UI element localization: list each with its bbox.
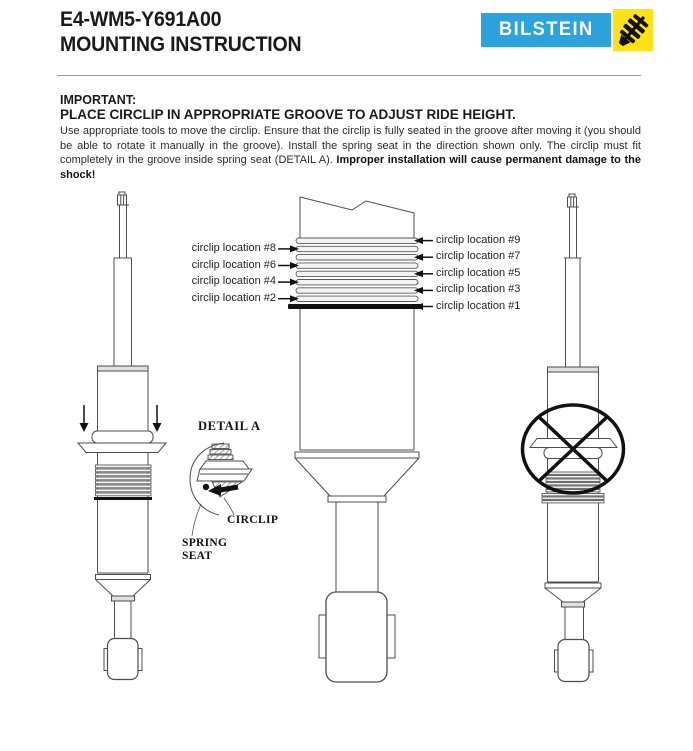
notice-body-warning: Improper installation will cause permanent damage to the shock! — [60, 154, 642, 181]
circlip-location-label-6: circlip location #6 — [191, 258, 276, 271]
notice-body-text: Use appropriate tools to move the circlip. Ensure that the circlip is fully seated in the groove after moving it (you should be able to rotate it manually in the groove). Install the spring seat in the direction shown only. The circlip must fit completely in the groove inside spring seat (DETAIL A). — [60, 125, 641, 167]
circlip-location-label-8: circlip location #8 — [191, 242, 276, 254]
circlip-location-label-3: circlip location #3 — [436, 283, 521, 295]
brand-wordmark: BILSTEIN — [498, 19, 594, 40]
incorrect-installation-diagram — [523, 194, 624, 682]
spring-seat-callout: SPRING SEAT — [182, 537, 228, 562]
part-number: E4-WM5-Y691A00 — [60, 8, 222, 31]
circlip-cross-section — [203, 484, 209, 490]
spring-seat-correct — [92, 431, 153, 443]
important-label: IMPORTANT: — [60, 93, 137, 107]
page-title: MOUNTING INSTRUCTION — [60, 33, 302, 56]
circlip-location-label-1: circlip location #1 — [436, 299, 521, 312]
circlip-callout: CIRCLIP — [227, 514, 279, 526]
circlip-location-label-5: circlip location #5 — [436, 267, 521, 279]
circlip-location-label-4: circlip location #4 — [191, 275, 276, 287]
circlip-location-label-2: circlip location #2 — [191, 292, 276, 304]
strut-groove-diagram — [288, 197, 421, 682]
correct-installation-diagram — [78, 192, 166, 680]
installed-circlip — [288, 304, 421, 309]
notice-headline: PLACE CIRCLIP IN APPROPRIATE GROOVE TO ADJUST RIDE HEIGHT. — [60, 107, 516, 122]
detail-a-title: DETAIL A — [198, 419, 261, 433]
press-direction-arrows — [80, 405, 162, 432]
circlip-location-label-7: circlip location #7 — [436, 250, 521, 262]
circlip-location-label-9: circlip location #9 — [436, 234, 521, 246]
